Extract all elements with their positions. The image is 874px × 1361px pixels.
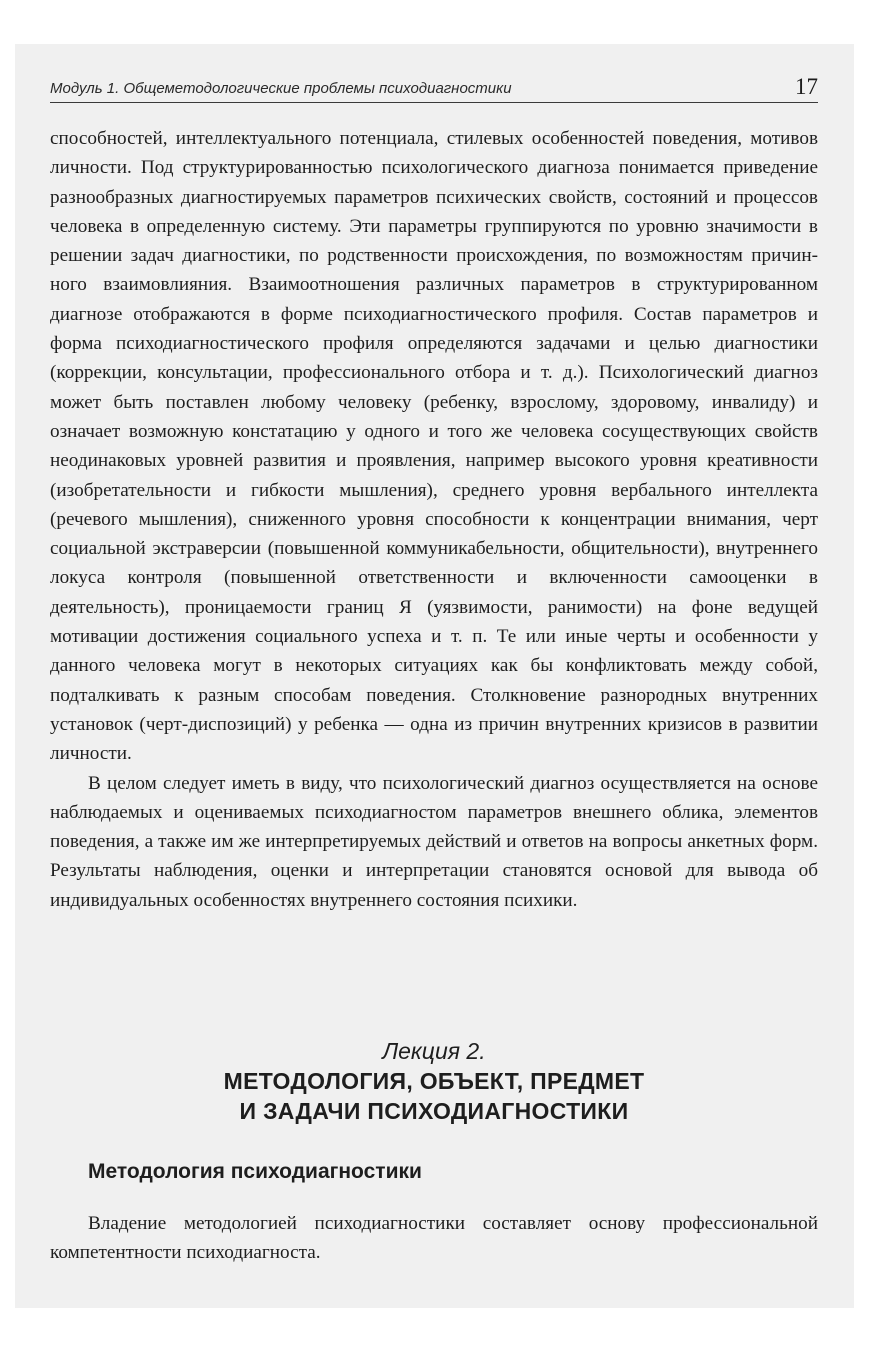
paragraph: способностей, интеллектуального потенциала, стилевых особенностей поведения, мотивов личности. Под структурированностью психологического диагноза понимается приведение разнообразных диагностируемых параметров психических свойств, состояний и процессов человека в определенную систему. Эти параметры группируются по уровню значимости в решении задач диагностики, по родственности происхождения, по возможностям причинного взаимовлияния. Взаимоотношения различных параметров в структурированном диагнозе отображаются в форме психодиагностического профиля. Состав параметров и форма психодиагностического профиля определяются задачами и целью диагностики (коррекции, консультации, профессионального отбора и т. д.). Психологический диагноз может быть поставлен любому человеку (ребенку, взрослому, здоровому, инвалиду) и означает возможную констатацию у одного и того же человека сосуществующих свойств неодинаковых уровней развития и проявления, например высокого уровня креативности (изобретательности и гибкости мышления), среднего уровня вербального интеллекта (речевого мышления), сниженного уровня способности к концентрации внимания, черт социальной экстраверсии (повышенной коммуникабельности, общительности), внутреннего локуса контроля (повышенной ответственности и включенности самооценки в деятельность), проницаемости границ Я (уязвимости, ранимости) на фоне ведущей мотивации достижения социального успеха и т. п. Те или иные черты и особенности у данного человека могут в некоторых ситуациях как бы конфликтовать между собой, подталкивать к разным способам поведения. Столкновение разнородных внутренних установок (черт-диспозиций) у ребенка — одна из причин внутренних кризисов в развитии личности. xyxy=(50,128,818,765)
paragraph: Владение методологией психодиагностики составляет основу профессиональной компетентности психодиагноста. xyxy=(50,1213,818,1264)
paragraph: В целом следует иметь в виду, что психологический диагноз осуществляется на основе наблюдаемых и оцениваемых психодиагностом параметров внешнего облика, элементов поведения, а также им же интерпретируемых действий и ответов на вопросы анкетных форм. Результаты наблюдения, оценки и интерпретации становятся основой для вывода об индивидуальных особенностях внутреннего состояния психики. xyxy=(50,772,818,911)
section-text xyxy=(50,1209,818,1268)
page-header xyxy=(50,74,818,103)
section-heading: Методология психодиагностики xyxy=(88,1160,422,1183)
running-head: Модуль 1. Общеметодологические проблемы психодиагностики xyxy=(50,80,512,97)
lecture-title-line-2: И ЗАДАЧИ ПСИХОДИАГНОСТИКИ xyxy=(239,1098,629,1124)
lecture-title-line-1: МЕТОДОЛОГИЯ, ОБЪЕКТ, ПРЕДМЕТ xyxy=(223,1068,645,1094)
page-number: 17 xyxy=(795,74,818,99)
lecture-label: Лекция 2. xyxy=(382,1038,486,1064)
body-text xyxy=(50,124,818,915)
lecture-title-block xyxy=(50,1036,818,1126)
